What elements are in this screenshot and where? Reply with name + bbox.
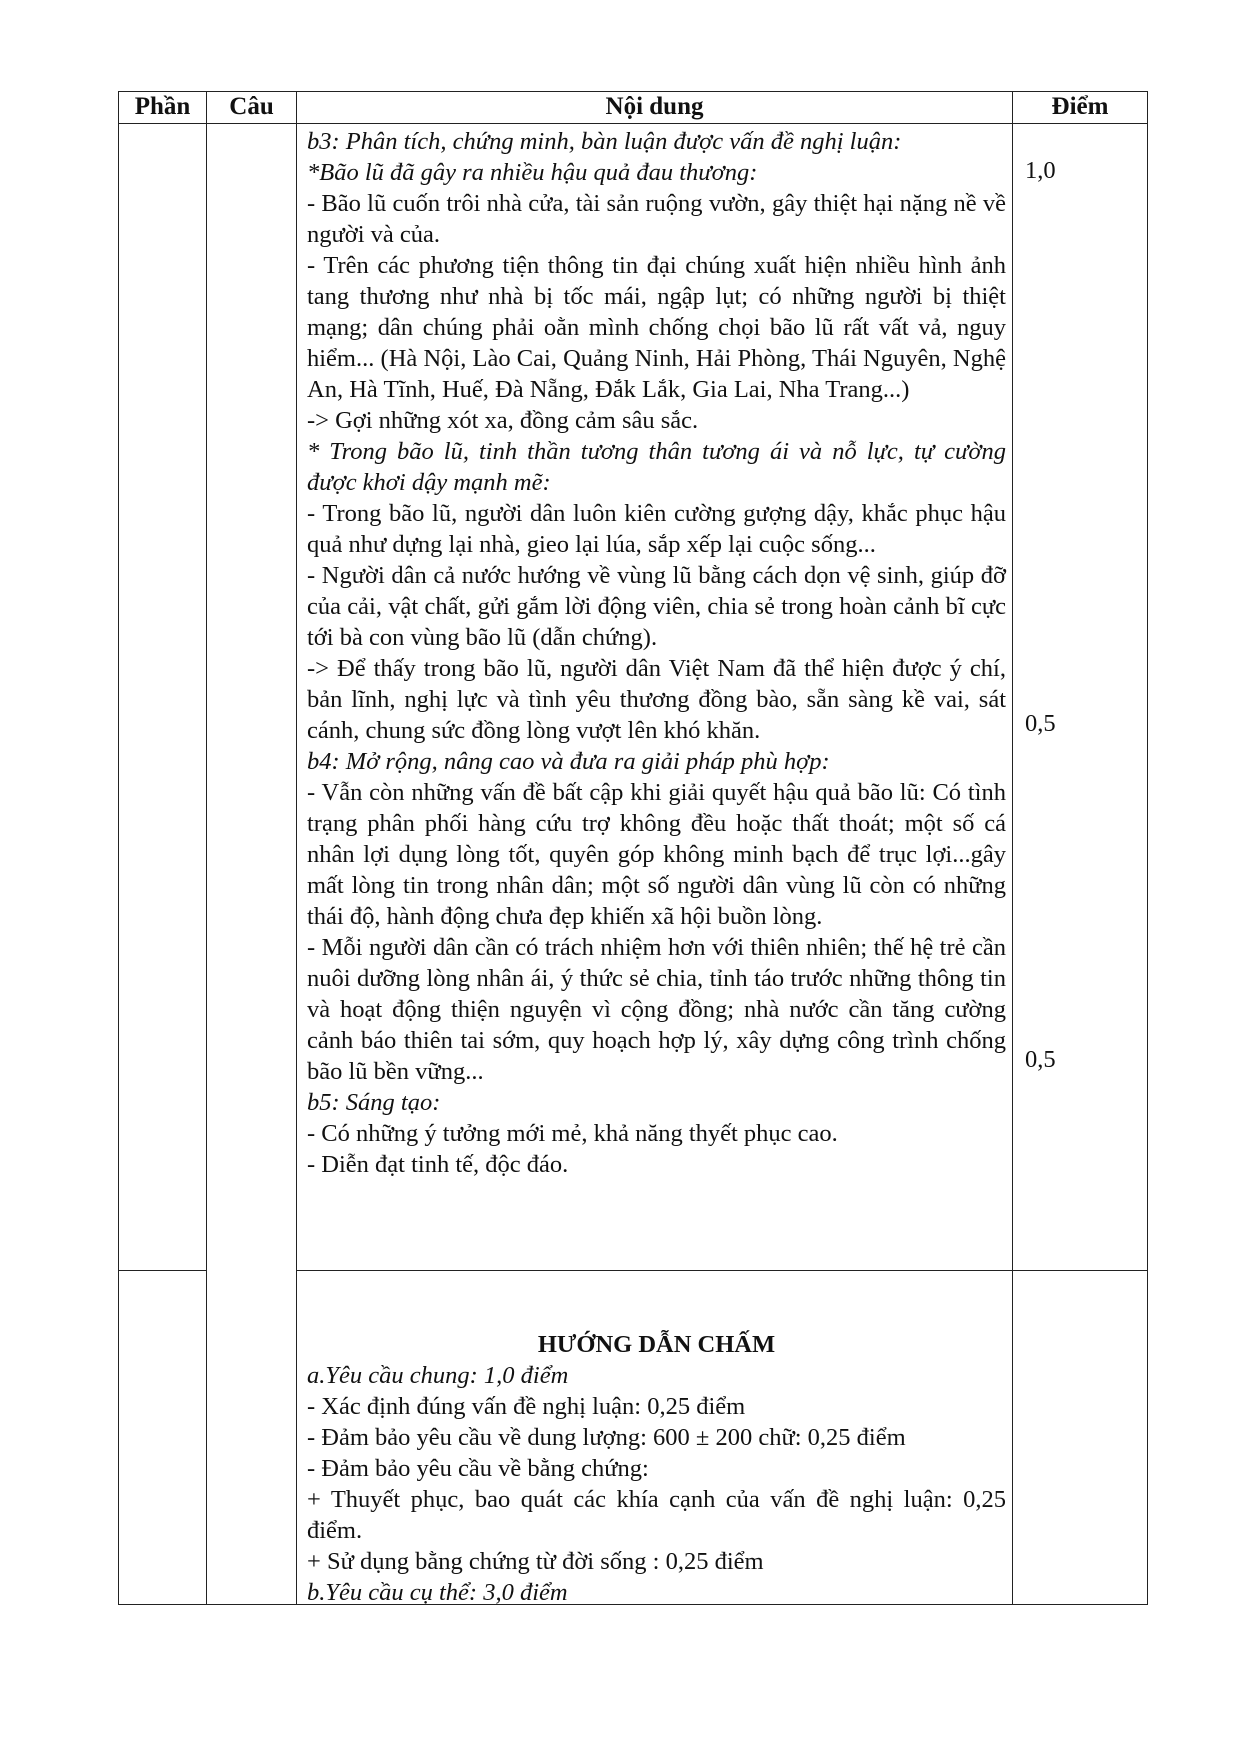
content-line: - Xác định đúng vấn đề nghị luận: 0,25 điểm	[307, 1393, 746, 1420]
header-diem: Điểm	[1013, 92, 1148, 124]
marking-table	[118, 91, 1148, 1605]
content-line: b3: Phân tích, chứng minh, bàn luận được vấn đề nghị luận:	[307, 128, 902, 155]
header-row	[119, 92, 1148, 124]
content-line: b4: Mở rộng, nâng cao và đưa ra giải pháp phù hợp:	[307, 748, 830, 775]
content-line: - Diễn đạt tinh tế, độc đáo.	[307, 1151, 569, 1178]
content-line: -> Để thấy trong bão lũ, người dân Việt Nam đã thể hiện được ý chí, bản lĩnh, nghị lực và tình yêu thương đồng bào, sẵn sàng kề vai, sát cánh, chung sức đồng lòng vượt lên khó khăn.	[307, 655, 1006, 744]
header-noi-dung: Nội dung	[297, 92, 1013, 124]
cau-cell	[207, 124, 297, 1605]
content-line: - Đảm bảo yêu cầu về bằng chứng:	[307, 1455, 649, 1482]
content-line: b5: Sáng tạo:	[307, 1089, 441, 1116]
content-line: + Sử dụng bằng chứng từ đời sống : 0,25 điểm	[307, 1548, 764, 1575]
phan-cell-2	[119, 1271, 207, 1605]
content-line: - Người dân cả nước hướng về vùng lũ bằng cách dọn vệ sinh, giúp đỡ của cải, vật chất, gửi gắm lời động viên, chia sẻ trong hoàn cảnh bĩ cực tới bà con vùng bão lũ (dẫn chứng).	[307, 562, 1006, 651]
content-line: - Bão lũ cuốn trôi nhà cửa, tài sản ruộng vườn, gây thiệt hại nặng nề về người và của.	[307, 190, 1006, 248]
content-line: - Vẫn còn những vấn đề bất cập khi giải quyết hậu quả bão lũ: Có tình trạng phân phối hàng cứu trợ không đều hoặc thất thoát; một số cá nhân lợi dụng lòng tốt, quyên góp không minh bạch để trục lợi...gây mất lòng tin trong nhân dân; một số người dân vùng lũ còn có những thái độ, hành động chưa đẹp khiến xã hội buồn lòng.	[307, 779, 1006, 930]
content-line: + Thuyết phục, bao quát các khía cạnh của vấn đề nghị luận: 0,25 điểm.	[307, 1486, 1006, 1544]
content-line: a.Yêu cầu chung: 1,0 điểm	[307, 1362, 569, 1389]
header-phan: Phần	[119, 92, 207, 124]
content-line: * Trong bão lũ, tinh thần tương thân tương ái và nỗ lực, tự cường được khơi dậy mạnh mẽ:	[307, 438, 1006, 496]
content-line: - Đảm bảo yêu cầu về dung lượng: 600 ± 200 chữ: 0,25 điểm	[307, 1424, 906, 1451]
score-b5: 0,5	[1025, 1046, 1056, 1073]
content-line: - Có những ý tưởng mới mẻ, khả năng thyết phục cao.	[307, 1120, 838, 1147]
content-body-1	[297, 124, 1012, 1270]
content-cell-2	[297, 1271, 1013, 1605]
score-b4: 0,5	[1025, 710, 1056, 737]
score-b3: 1,0	[1025, 157, 1056, 184]
content-line: *Bão lũ đã gây ra nhiều hậu quả đau thương:	[307, 159, 758, 186]
content-row-1	[119, 124, 1148, 1271]
content-body-2	[297, 1271, 1012, 1604]
content-cell-1	[297, 124, 1013, 1271]
content-line: - Trong bão lũ, người dân luôn kiên cường gượng dậy, khắc phục hậu quả như dựng lại nhà, gieo lại lúa, sắp xếp lại cuộc sống...	[307, 500, 1006, 558]
score-cell-1	[1013, 124, 1148, 1271]
guide-title: HƯỚNG DẪN CHẤM	[537, 1331, 776, 1358]
content-line: -> Gợi những xót xa, đồng cảm sâu sắc.	[307, 407, 699, 434]
header-cau: Câu	[207, 92, 297, 124]
content-line: b.Yêu cầu cụ thể: 3,0 điểm	[307, 1579, 568, 1606]
score-column-1	[1013, 124, 1147, 1075]
phan-cell	[119, 124, 207, 1271]
content-line: - Trên các phương tiện thông tin đại chúng xuất hiện nhiều hình ảnh tang thương như nhà bị tốc mái, ngập lụt; có những người bị thiệt mạng; dân chúng phải oằn mình chống chọi bão lũ rất vất vả, nguy hiểm... (Hà Nội, Lào Cai, Quảng Ninh, Hải Phòng, Thái Nguyên, Nghệ An, Hà Tĩnh, Huế, Đà Nẵng, Đắk Lắk, Gia Lai, Nha Trang...)	[307, 252, 1006, 403]
content-line: - Mỗi người dân cần có trách nhiệm hơn với thiên nhiên; thế hệ trẻ cần nuôi dưỡng lòng nhân ái, ý thức sẻ chia, tỉnh táo trước những thông tin và hoạt động thiện nguyện vì cộng đồng; nhà nước cần tăng cường cảnh báo thiên tai sớm, quy hoạch hợp lý, xây dựng công trình chống bão lũ bền vững...	[307, 934, 1006, 1085]
score-cell-2	[1013, 1271, 1148, 1605]
